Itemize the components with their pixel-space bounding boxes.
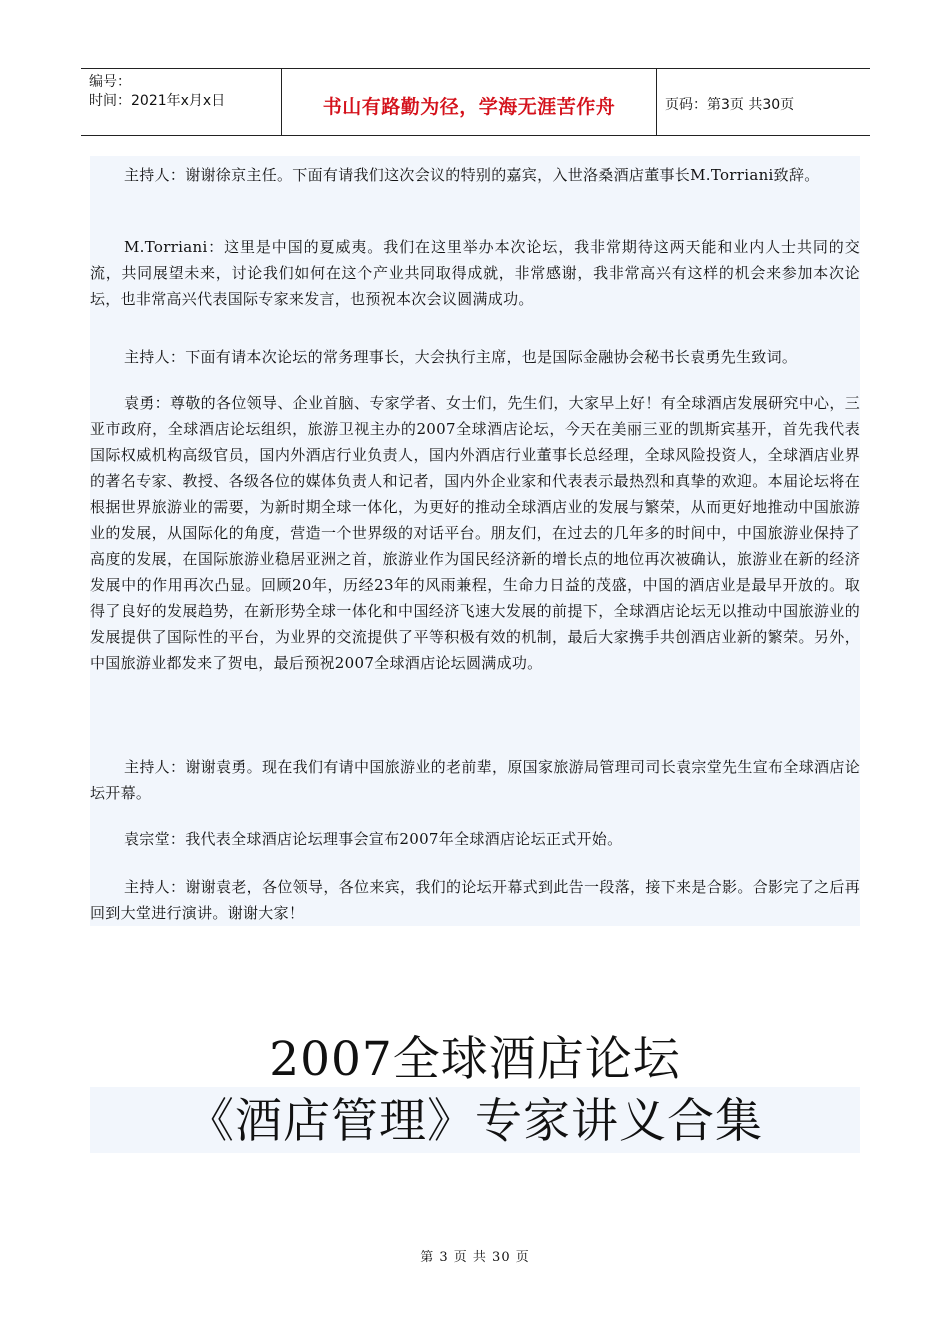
collection-title-line2: 《酒店管理》专家讲义合集 (187, 1094, 763, 1149)
paragraph-host-closing: 主持人：谢谢袁老，各位领导，各位来宾，我们的论坛开幕式到此告一段落，接下来是合影。合影完了之后再回到大堂进行演讲。谢谢大家！ (90, 878, 860, 922)
paragraph-host-intro-torriani: 主持人：谢谢徐京主任。下面有请我们这次会议的特别的嘉宾，入世洛桑酒店董事长M.Torriani致辞。 (124, 166, 820, 184)
document-date-label: 时间：2021年x月x日 (89, 93, 226, 109)
paragraph-yuanzongtang-speech: 袁宗堂：我代表全球酒店论坛理事会宣布2007年全球酒店论坛正式开始。 (124, 830, 623, 848)
header-meta-cell (81, 69, 282, 135)
paragraph-host-intro-yuanzongtang: 主持人：谢谢袁勇。现在我们有请中国旅游业的老前辈，原国家旅游局管理司司长袁宗堂先生宣布全球酒店论坛开幕。 (90, 758, 860, 802)
collection-title-line1: 2007全球酒店论坛 (269, 1032, 681, 1087)
document-body (90, 156, 860, 926)
paragraph-yuanyong-speech: 袁勇：尊敬的各位领导、企业首脑、专家学者、女士们，先生们，大家早上好！有全球酒店发展研究中心，三亚市政府，全球酒店论坛组织，旅游卫视主办的2007全球酒店论坛，今天在美丽三亚的凯斯宾基开，首先我代表国际权威机构高级官员，国内外酒店行业负责人，国内外酒店行业董事长总经理，全球风险投资人，全球酒店业界的著名专家、教授、各级各位的媒体负责人和记者，国内外企业家和代表表示最热烈和真挚的欢迎。本届论坛将在根据世界旅游业的需要，为新时期全球一体化，为更好的推动全球酒店业的发展与繁荣，从而更好地推动中国旅游业的发展，从国际化的角度，营造一个世界级的对话平台。朋友们，在过去的几年多的时间中，中国旅游业保持了高度的发展，在国际旅游业稳居亚洲之首，旅游业作为国民经济新的增长点的地位再次被确认，旅游业在新的经济发展中的作用再次凸显。回顾20年，历经23年的风雨兼程，生命力日益的茂盛，中国的酒店业是最早开放的。取得了良好的发展趋势，在新形势全球一体化和中国经济飞速大发展的前提下，全球酒店论坛无以推动中国旅游业的发展提供了国际性的平台，为业界的交流提供了平等积极有效的机制，最后大家携手共创酒店业新的繁荣。另外，中国旅游业都发来了贺电，最后预祝2007全球酒店论坛圆满成功。 (90, 394, 860, 672)
paragraph-host-intro-yuanyong: 主持人：下面有请本次论坛的常务理事长，大会执行主席，也是国际金融协会秘书长袁勇先生致词。 (124, 348, 798, 366)
header-motto: 书山有路勤为径，学海无涯苦作舟 (282, 69, 657, 135)
paragraph-torriani-speech: M.Torriani：这里是中国的夏威夷。我们在这里举办本次论坛，我非常期待这两天能和业内人士共同的交流，共同展望未来，讨论我们如何在这个产业共同取得成就，非常感谢，我非常高兴有这样的机会来参加本次论坛，也非常高兴代表国际专家来发言，也预祝本次会议圆满成功。 (90, 238, 860, 308)
header-page-info: 页码：第3页 共30页 (665, 97, 795, 113)
page-footer: 第 3 页 共 30 页 (420, 1250, 530, 1265)
document-number-label: 编号： (89, 74, 131, 90)
page-header (81, 68, 870, 136)
